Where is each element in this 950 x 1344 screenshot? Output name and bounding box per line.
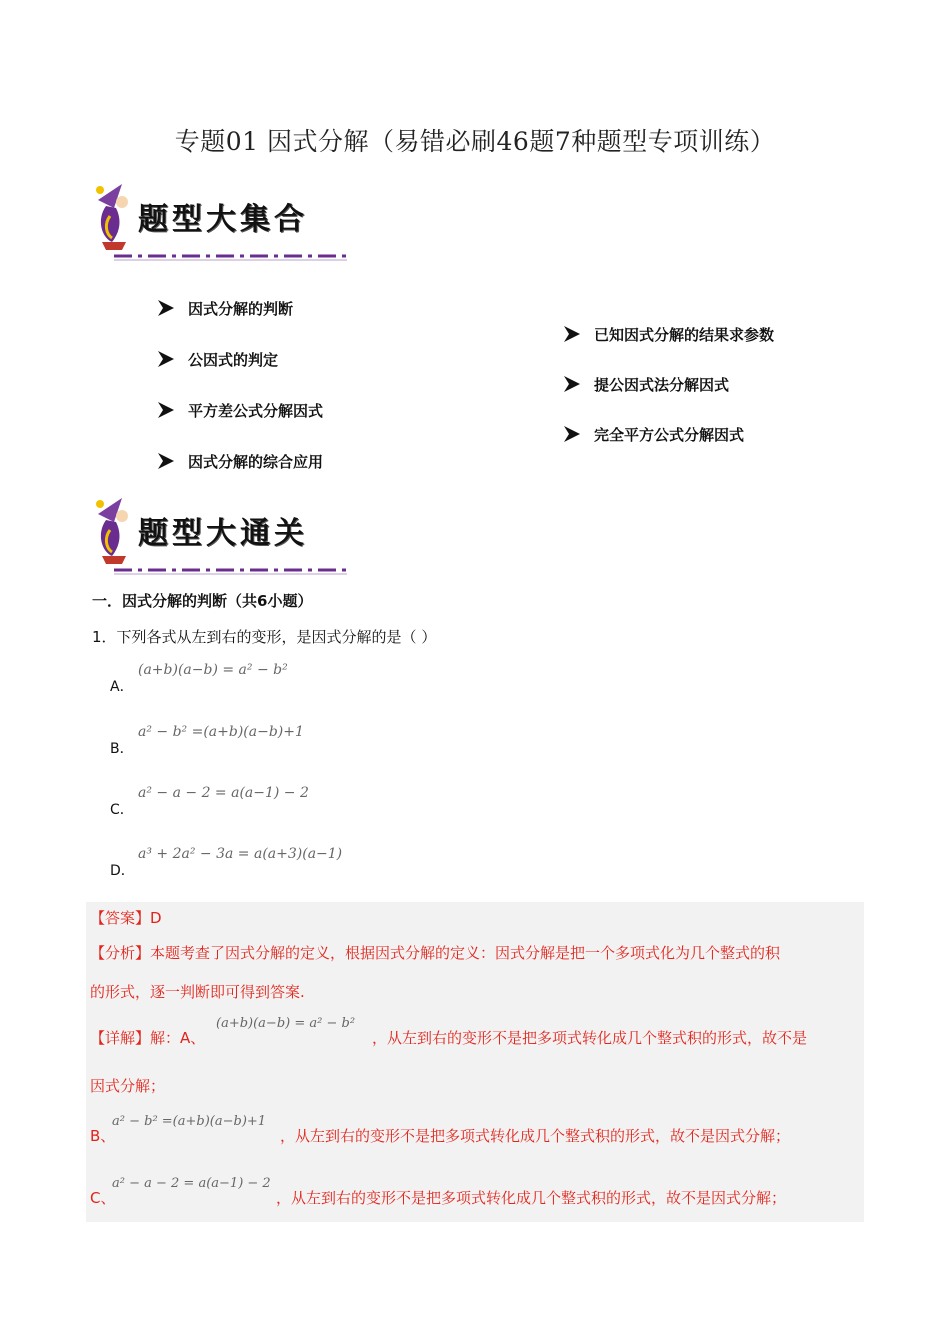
question-text: 1．下列各式从左到右的变形，是因式分解的是（ ）: [92, 628, 437, 646]
toc-item: [156, 398, 323, 422]
banner-question-types: [92, 180, 352, 265]
toc-item-label: 因式分解的综合应用: [188, 452, 324, 471]
arrow-icon: [156, 299, 176, 317]
option-formula: a³ + 2a² − 3a = a(a+3)(a−1): [138, 846, 343, 862]
detail-a-text: ，从左到右的变形不是把多项式转化成几个整式积的形式，故不是: [372, 1029, 808, 1047]
answer-value: D: [150, 909, 162, 927]
analysis-line-2: 的形式，逐一判断即可得到答案.: [90, 983, 305, 1001]
toc-item: [562, 422, 774, 446]
option-b: [110, 722, 610, 757]
toc-item-label: 平方差公式分解因式: [188, 401, 324, 420]
detail-b-prefix: B、: [90, 1127, 116, 1145]
analysis-line: [90, 943, 860, 963]
toc-item: [562, 372, 774, 396]
analysis-tag: 【分析】: [90, 944, 151, 962]
option-c: [110, 783, 610, 818]
banner-title: 题型大集合: [138, 202, 308, 237]
banner-practice: [92, 494, 352, 579]
answer-line: [90, 908, 162, 928]
detail-c-prefix: C、: [90, 1189, 116, 1207]
toc-item-label: 提公因式法分解因式: [594, 375, 730, 394]
toc-item-label: 完全平方公式分解因式: [594, 425, 745, 444]
option-label: C．: [110, 802, 134, 818]
toc-item: [562, 322, 774, 346]
detail-b-text: ，从左到右的变形不是把多项式转化成几个整式积的形式，故不是因式分解；: [280, 1127, 791, 1145]
option-d: [110, 844, 610, 879]
detail-a-text-2: 因式分解；: [90, 1077, 166, 1095]
toc-item-label: 公因式的判定: [188, 350, 279, 369]
option-formula: a² − b² =(a+b)(a−b)+1: [138, 724, 304, 740]
detail-prefix: 解：A、: [150, 1029, 206, 1047]
toc-left: [156, 296, 323, 473]
toc-item-label: 因式分解的判断: [188, 299, 294, 318]
toc-item: [156, 449, 323, 473]
arrow-icon: [156, 452, 176, 470]
toc-item: [156, 296, 323, 320]
option-label: D．: [110, 863, 135, 879]
toc-right: [562, 322, 774, 446]
option-a: [110, 660, 610, 695]
answer-tag: 【答案】: [90, 909, 151, 927]
arrow-icon: [562, 325, 582, 343]
option-label: A．: [110, 679, 134, 695]
page-title: 专题01 因式分解（易错必刷46题7种题型专项训练）: [174, 127, 776, 156]
option-label: B．: [110, 741, 134, 757]
detail-c-formula: a² − a − 2 = a(a−1) − 2: [112, 1176, 271, 1191]
option-formula: a² − a − 2 = a(a−1) − 2: [138, 785, 309, 801]
detail-b-formula: a² − b² =(a+b)(a−b)+1: [112, 1114, 267, 1129]
arrow-icon: [562, 425, 582, 443]
toc-item: [156, 347, 323, 371]
section-heading: 一．因式分解的判断（共6小题）: [92, 592, 313, 610]
detail-tag: 【详解】: [90, 1029, 151, 1047]
arrow-icon: [156, 350, 176, 368]
detail-c-text: ，从左到右的变形不是把多项式转化成几个整式积的形式，故不是因式分解；: [276, 1189, 787, 1207]
option-formula: (a+b)(a−b) = a² − b²: [138, 662, 288, 678]
analysis-text: 本题考查了因式分解的定义，根据因式分解的定义：因式分解是把一个多项式化为几个整式的积: [150, 944, 781, 962]
arrow-icon: [156, 401, 176, 419]
toc-item-label: 已知因式分解的结果求参数: [594, 325, 775, 344]
arrow-icon: [562, 375, 582, 393]
banner-title: 题型大通关: [138, 516, 308, 551]
detail-a-formula: (a+b)(a−b) = a² − b²: [216, 1016, 356, 1031]
